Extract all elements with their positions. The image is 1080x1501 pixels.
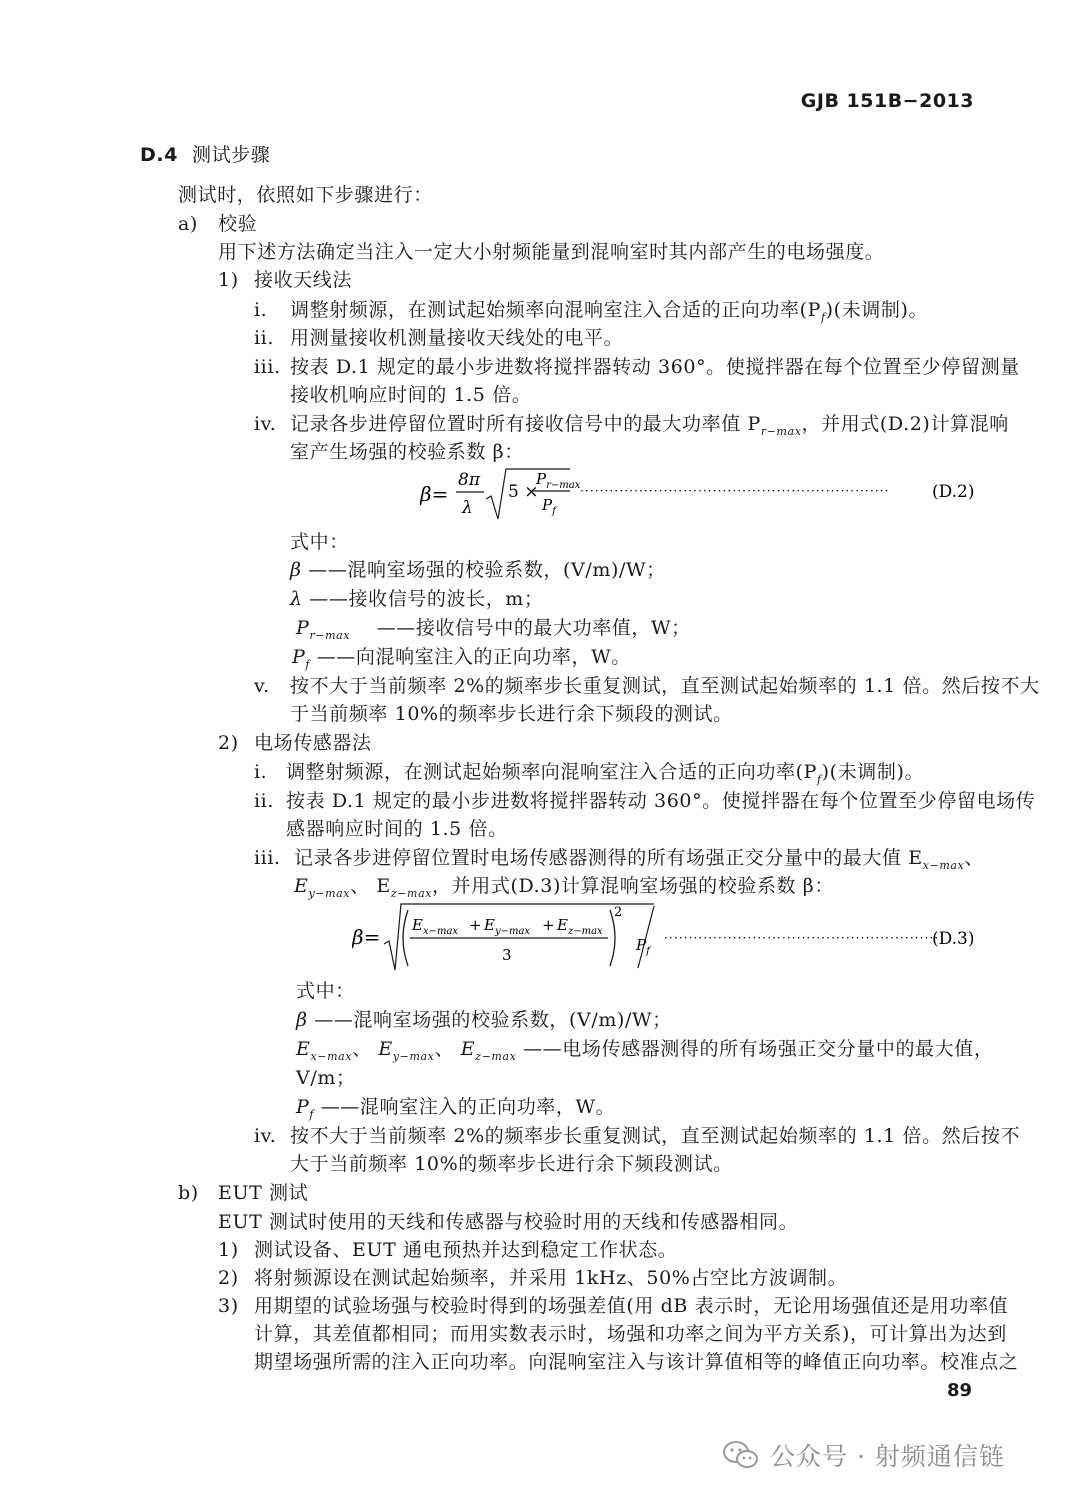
m1-step-ii-num: ii. (254, 327, 274, 349)
section-title: 测试步骤 (192, 144, 271, 166)
item-a-title: 校验 (218, 213, 258, 235)
m2-step-iii-line2: $E_{y-max}$、 $E_{z-max}$，并用式(D.3)计算混响室场强的校验系数 β： (294, 875, 834, 900)
eq2-coef: 5 × (508, 482, 539, 502)
b-step3-line2: 计算，其差值都相同；而用实数表示时，场强和功率之间为平方关系)，可计算出为达到 (254, 1323, 1007, 1345)
m1-step-iii-line2: 接收机响应时间的 1.5 倍。 (290, 384, 532, 406)
m2-def-e: $E_{x-max}$、 $E_{y-max}$、 $E_{z-max}$ ——电场传感器测得的所有场强正交分量中的最大值， (296, 1038, 994, 1063)
eq3-e2: E (484, 916, 495, 934)
eq3-pf: P (636, 936, 647, 954)
m1-step-ii-text: 用测量接收机测量接收天线处的电平。 (290, 327, 624, 349)
svg-text:Pf (541, 496, 558, 517)
eq3-exponent: 2 (614, 905, 623, 920)
watermark-text: 公众号 · 射频通信链 (770, 1442, 1005, 1471)
m1-step-iv-line2: 室产生场强的校验系数 β： (290, 441, 524, 463)
m2-step-iv-line1: 按不大于当前频率 2%的频率步长重复测试，直至测试起始频率的 1.1 倍。然后按不 (290, 1125, 1021, 1147)
m1-step-i-text: 调整射频源，在测试起始频率向混响室注入合适的正向功率$(P_f)$(未调制)。 (290, 299, 929, 324)
b-step2-num: 2) (218, 1267, 239, 1289)
eq3-plus2: + (542, 916, 555, 934)
m2-step-iv-num: iv. (254, 1125, 277, 1147)
method1-label: 1) (218, 269, 239, 291)
equation-d2 (420, 465, 980, 525)
page-number: 89 (946, 1380, 972, 1401)
eq2-num: 8π (458, 470, 480, 490)
m1-def-lambda: λ ——接收信号的波长，m； (290, 588, 544, 610)
m1-step-iv-num: iv. (254, 413, 277, 435)
b-step3-line3: 期望场强所需的注入正向功率。向混响室注入与该计算值相等的峰值正向功率。校准点之 (254, 1351, 1019, 1373)
m2-step-ii-line1: 按表 D.1 规定的最小步进数将搅拌器转动 360°。使搅拌器在每个位置至少停留电场传 (286, 790, 1036, 812)
m1-step-i-num: i. (254, 299, 268, 321)
eq3-e1: E (412, 916, 423, 934)
m2-step-iii-line1: 记录各步进停留位置时电场传感器测得的所有场强正交分量中的最大值 $E_{x-max}$、 (294, 847, 984, 872)
watermark (722, 1437, 1005, 1473)
standard-number: GJB 151B−2013 (800, 90, 974, 112)
eq3-left-paren (403, 910, 408, 966)
svg-text:Pf (635, 936, 652, 957)
eq3-den: 3 (502, 946, 512, 964)
eq2-pden: P (542, 496, 553, 514)
m2-step-iv-line2: 大于当前频率 10%的频率步长进行余下频段测试。 (290, 1153, 733, 1175)
item-b-desc: EUT 测试时使用的天线和传感器与校验时用的天线和传感器相同。 (218, 1211, 799, 1233)
eq2-pnum: P (536, 470, 547, 488)
m1-step-v-num: v. (254, 675, 270, 697)
eq2-leader-dots: ······························································· (580, 484, 890, 498)
method2-label: 2) (218, 732, 239, 754)
eq3-label: (D.3) (932, 929, 975, 949)
m2-step-i-num: i. (254, 761, 268, 783)
item-a-label: a) (178, 213, 198, 235)
eq2-pden-sub: f (552, 506, 556, 517)
b-step1-text: 测试设备、EUT 通电预热并达到稳定工作状态。 (254, 1239, 678, 1261)
m2-def-e-cont: V/m； (296, 1067, 356, 1089)
intro-text: 测试时，依照如下步骤进行： (178, 184, 433, 206)
svg-text:Ez−max (556, 916, 603, 937)
equation-d3 (352, 900, 980, 975)
item-a-desc: 用下述方法确定当注入一定大小射频能量到混响室时其内部产生的电场强度。 (218, 241, 885, 263)
eq3-e2-sub: y−max (494, 926, 531, 937)
item-b-label: b) (178, 1182, 199, 1204)
m1-step-v-line2: 于当前频率 10%的频率步长进行余下频段的测试。 (290, 703, 733, 725)
b-step2-text: 将射频源设在测试起始频率，并采用 1kHz、50%占空比方波调制。 (254, 1267, 848, 1289)
eq2-pnum-sub: r−max (546, 480, 581, 491)
method2-title: 电场传感器法 (254, 732, 372, 754)
svg-text:Ey−max (483, 916, 530, 937)
eq3-leader-dots: ························································ (664, 931, 940, 945)
m1-def-beta: β ——混响室场强的校验系数，(V/m)/W； (290, 559, 666, 581)
m1-step-iii-line1: 按表 D.1 规定的最小步进数将搅拌器转动 360°。使搅拌器在每个位置至少停留测量 (290, 356, 1020, 378)
m1-step-iii-num: iii. (254, 356, 281, 378)
eq3-plus1: + (469, 916, 482, 934)
svg-text:Ex−max (411, 916, 458, 937)
m2-def-beta: β ——混响室场强的校验系数，(V/m)/W； (296, 1009, 672, 1031)
m1-def-pr: $P_{r-max}$ ——接收信号中的最大功率值，W； (296, 617, 691, 642)
eq2-den: λ (462, 498, 473, 518)
svg-text:Pr−max (535, 470, 581, 491)
eq3-e3-sub: z−max (567, 926, 603, 937)
b-step3-line1: 用期望的试验场强与校验时得到的场强差值(用 dB 表示时，无论用场强值还是用功率值 (254, 1295, 1009, 1317)
m2-step-i-text: 调整射频源，在测试起始频率向混响室注入合适的正向功率$(P_f)$(未调制)。 (286, 761, 925, 786)
eq2-label: (D.2) (932, 482, 975, 502)
m2-def-pf: $P_f$ ——混响室注入的正向功率，W。 (296, 1096, 616, 1121)
m2-step-iii-num: iii. (254, 847, 281, 869)
m2-step-ii-line2: 感器响应时间的 1.5 倍。 (286, 818, 508, 840)
m1-def-pf: $P_f$ ——向混响室注入的正向功率，W。 (292, 646, 631, 671)
eq3-e3: E (557, 916, 568, 934)
m1-step-iv-line1: 记录各步进停留位置时所有接收信号中的最大功率值 $P_{r-max}$，并用式(D.2)计算混响 (290, 413, 1009, 438)
wechat-icon (722, 1440, 760, 1470)
m2-step-ii-num: ii. (254, 790, 274, 812)
item-b-title: EUT 测试 (218, 1182, 309, 1204)
m1-step-v-line1: 按不大于当前频率 2%的频率步长重复测试，直至测试起始频率的 1.1 倍。然后按不大 (290, 675, 1040, 697)
eq3-lhs: β= (352, 925, 381, 949)
section-number: D.4 (140, 144, 179, 166)
b-step3-num: 3) (218, 1295, 239, 1317)
b-step1-num: 1) (218, 1239, 239, 1261)
eq3-pf-sub: f (646, 946, 650, 957)
method1-title: 接收天线法 (254, 269, 353, 291)
eq3-e1-sub: x−max (422, 926, 459, 937)
m1-where: 式中： (290, 531, 349, 553)
m2-where: 式中： (296, 980, 355, 1002)
eq2-lhs: β= (420, 482, 449, 506)
